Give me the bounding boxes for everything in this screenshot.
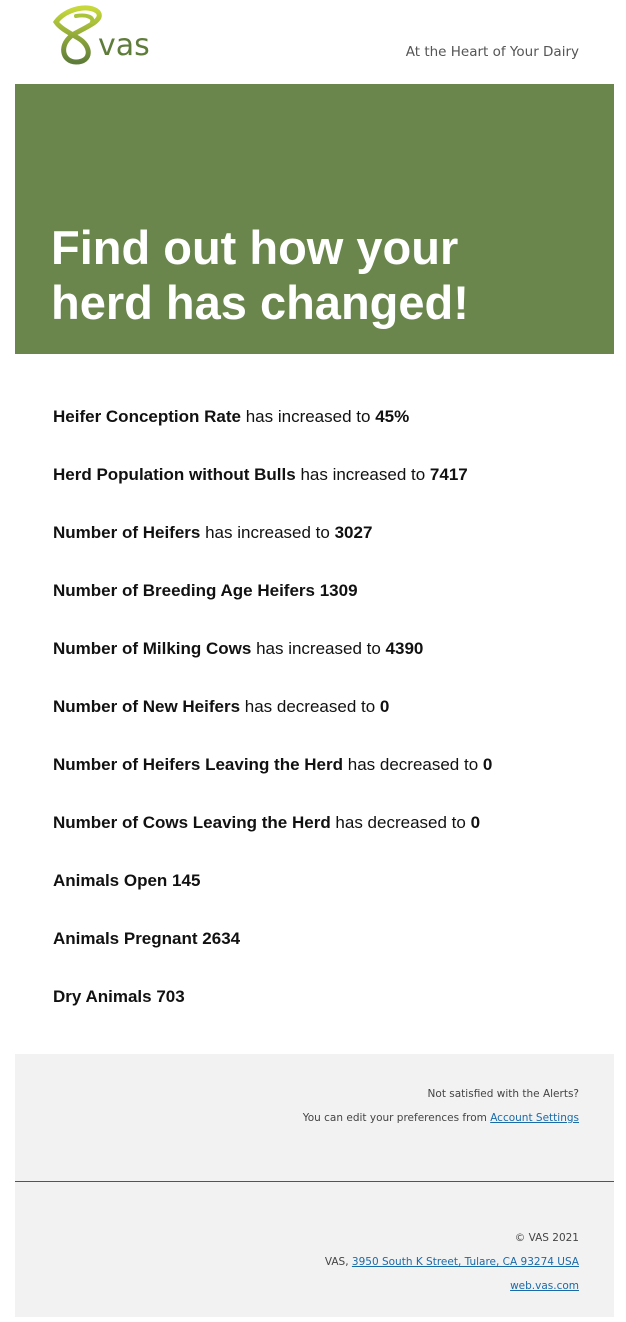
metric-label: Number of Milking Cows bbox=[53, 639, 252, 658]
metric-label: Number of Heifers bbox=[53, 523, 201, 542]
tagline: At the Heart of Your Dairy bbox=[405, 44, 579, 60]
metric-label: Heifer Conception Rate bbox=[53, 407, 241, 426]
edit-preferences-text bbox=[303, 1112, 579, 1124]
copyright: © VAS 2021 bbox=[514, 1232, 579, 1244]
metric-row bbox=[53, 984, 593, 1042]
metric-value: 45% bbox=[375, 407, 410, 426]
metric-row bbox=[53, 520, 593, 578]
metric-change-text: has decreased to bbox=[330, 813, 471, 832]
metric-change-text: has decreased to bbox=[240, 697, 380, 716]
metric-label: Number of Cows Leaving the Herd bbox=[53, 813, 331, 832]
company-footer bbox=[15, 1182, 614, 1317]
address-link[interactable]: 3950 South K Street, Tulare, CA 93274 USA bbox=[351, 1256, 579, 1268]
metric-value: 3027 bbox=[334, 523, 373, 542]
logo-text: vas bbox=[98, 28, 150, 63]
header bbox=[0, 0, 626, 84]
metric-value: 1309 bbox=[319, 581, 358, 600]
metric-label: Animals Pregnant bbox=[53, 929, 198, 948]
metric-row bbox=[53, 404, 593, 462]
metric-row bbox=[53, 694, 593, 752]
metric-label: Number of New Heifers bbox=[53, 697, 241, 716]
metric-change-text: has increased to bbox=[295, 465, 430, 484]
metric-change-text: has increased to bbox=[200, 523, 335, 542]
metric-row bbox=[53, 636, 593, 694]
metric-row bbox=[53, 926, 593, 984]
address-prefix: VAS, bbox=[324, 1256, 352, 1268]
metric-change-text: has increased to bbox=[240, 407, 376, 426]
metric-value: 4390 bbox=[385, 639, 424, 658]
hero-banner bbox=[15, 84, 614, 354]
edit-preferences-prefix: You can edit your preferences from bbox=[302, 1112, 491, 1124]
account-settings-link[interactable]: Account Settings bbox=[490, 1112, 579, 1124]
website-link[interactable]: web.vas.com bbox=[510, 1280, 579, 1292]
metric-value: 0 bbox=[379, 697, 390, 716]
metric-label: Number of Heifers Leaving the Herd bbox=[53, 755, 344, 774]
metric-label: Animals Open bbox=[53, 871, 168, 890]
metric-value: 0 bbox=[482, 755, 493, 774]
metrics-list bbox=[53, 404, 593, 1042]
metric-row bbox=[53, 462, 593, 520]
metric-value: 2634 bbox=[202, 929, 241, 948]
hero-title: Find out how your herd has changed! bbox=[51, 221, 469, 329]
alerts-question: Not satisfied with the Alerts? bbox=[427, 1088, 579, 1100]
metric-value: 703 bbox=[156, 987, 185, 1006]
metric-row bbox=[53, 578, 593, 636]
metric-row bbox=[53, 810, 593, 868]
website bbox=[510, 1280, 579, 1292]
metric-value: 7417 bbox=[429, 465, 468, 484]
address bbox=[325, 1256, 579, 1268]
metric-change-text: has increased to bbox=[251, 639, 386, 658]
metric-value: 145 bbox=[172, 871, 201, 890]
metric-label: Dry Animals bbox=[53, 987, 152, 1006]
metric-label: Number of Breeding Age Heifers bbox=[53, 581, 315, 600]
metric-value: 0 bbox=[470, 813, 481, 832]
metric-label: Herd Population without Bulls bbox=[53, 465, 296, 484]
preferences-footer bbox=[15, 1054, 614, 1182]
metric-row bbox=[53, 868, 593, 926]
metric-row bbox=[53, 752, 593, 810]
metric-change-text: has decreased to bbox=[343, 755, 483, 774]
